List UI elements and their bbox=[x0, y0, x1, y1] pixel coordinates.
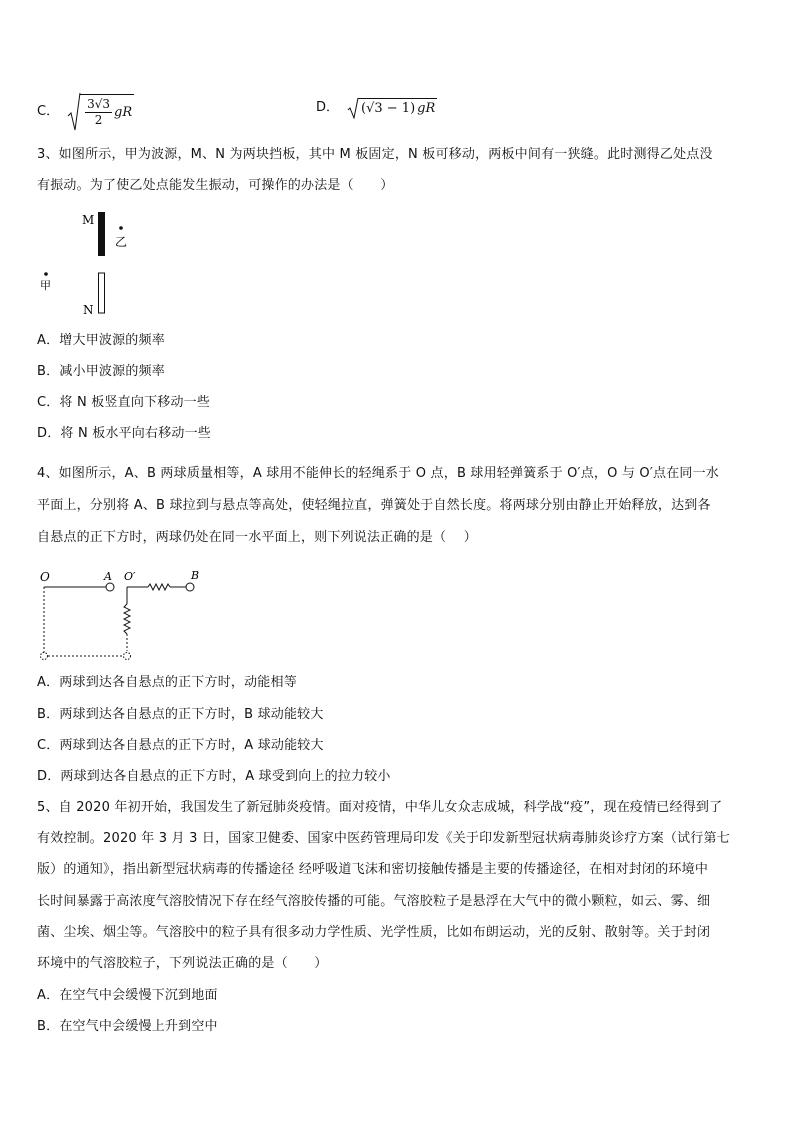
q2-option-d-formula bbox=[347, 97, 437, 119]
q2-option-c-gr: gR bbox=[114, 104, 133, 120]
q3-label-jia: 甲 bbox=[40, 279, 51, 292]
q3-option-b: B．减小甲波源的频率 bbox=[37, 364, 165, 379]
q3-stem-line-2: 有振动。为了使乙处点能发生振动，可操作的办法是（ ） bbox=[37, 178, 394, 193]
q2-option-d bbox=[316, 97, 437, 119]
q3-option-a: A．增大甲波源的频率 bbox=[37, 333, 165, 348]
q2-option-d-inner: (√3 − 1) bbox=[361, 101, 416, 116]
q2-option-c bbox=[37, 92, 134, 132]
q4-figure bbox=[36, 566, 216, 666]
ball-b-bottom bbox=[124, 653, 131, 660]
q5-option-a: A．在空气中会缓慢下沉到地面 bbox=[37, 988, 218, 1003]
q2-option-c-numerator: 3√3 bbox=[87, 97, 110, 111]
spring-b bbox=[148, 584, 170, 590]
q4-stem-line-3: 自悬点的正下方时，两球仍处在同一水平面上，则下列说法正确的是（ ） bbox=[37, 530, 477, 545]
q3-label-n: N bbox=[83, 303, 94, 317]
q4-label-a: A bbox=[104, 570, 112, 583]
q3-option-c: C．将 N 板竖直向下移动一些 bbox=[37, 395, 211, 410]
ball-a bbox=[106, 583, 114, 591]
plate-n bbox=[99, 273, 105, 313]
q4-option-b: B．两球到达各自悬点的正下方时，B 球动能较大 bbox=[37, 707, 324, 722]
q4-option-c: C．两球到达各自悬点的正下方时，A 球动能较大 bbox=[37, 738, 324, 753]
q4-label-o-prime: O′ bbox=[124, 570, 136, 583]
q5-stem-line-3: 版）的通知》，指出新型冠状病毒的传播途径 经呼吸道飞沫和密切接触传播是主要的传播途径，在相对封闭的环境中 bbox=[37, 862, 709, 877]
q4-stem-line-2: 平面上，分别将 A、B 球拉到与悬点等高处，使轻绳拉直，弹簧处于自然长度。将两球分别由静止开始释放，达到各 bbox=[37, 498, 711, 513]
q2-option-c-denominator: 2 bbox=[94, 113, 103, 127]
spring-vertical bbox=[124, 604, 130, 634]
q3-label-m: M bbox=[82, 213, 95, 227]
q4-label-b: B bbox=[191, 569, 200, 582]
q4-option-a: A．两球到达各自悬点的正下方时，动能相等 bbox=[37, 675, 297, 690]
q2-option-c-formula bbox=[67, 92, 134, 132]
q4-stem-line-1: 4、如图所示，A、B 两球质量相等，A 球用不能伸长的轻绳系于 O 点，B 球用轻弹簧系于 O′点，O 与 O′点在同一水 bbox=[37, 466, 719, 481]
point-jia-dot bbox=[44, 272, 48, 276]
q3-label-yi: 乙 bbox=[115, 235, 128, 249]
q5-option-b: B．在空气中会缓慢上升到空中 bbox=[37, 1019, 218, 1034]
ball-b bbox=[186, 583, 194, 591]
q5-stem-line-2: 有效控制。2020 年 3 月 3 日，国家卫健委、国家中医药管理局印发《关于印发新型冠状病毒肺炎诊疗方案（试行第七 bbox=[37, 831, 730, 846]
q3-option-d: D．将 N 板水平向右移动一些 bbox=[37, 426, 211, 441]
q5-stem-line-1: 5、自 2020 年初开始，我国发生了新冠肺炎疫情。面对疫情，中华儿女众志成城，科学战“疫”，现在疫情已经得到了 bbox=[37, 800, 723, 815]
q5-stem-line-5: 菌、尘埃、烟尘等。气溶胶中的粒子具有很多动力学性质、光学性质，比如布朗运动，光的反射、散射等。关于封闭 bbox=[37, 925, 711, 940]
radical-sign-icon bbox=[67, 92, 81, 132]
q4-label-o: O bbox=[40, 570, 50, 584]
q3-stem-line-1: 3、如图所示，甲为波源，M、N 为两块挡板，其中 M 板固定，N 板可移动，两板中间有一狭缝。此时测得乙处点没 bbox=[37, 147, 713, 162]
q4-option-d: D．两球到达各自悬点的正下方时，A 球受到向上的拉力较小 bbox=[37, 769, 391, 784]
q2-option-d-gr: gR bbox=[417, 101, 436, 116]
q5-stem-line-6: 环境中的气溶胶粒子，下列说法正确的是（ ） bbox=[37, 956, 328, 971]
q5-stem-line-4: 长时间暴露于高浓度气溶胶情况下存在经气溶胶传播的可能。气溶胶粒子是悬浮在大气中的微小颗粒，如云、雾、细 bbox=[37, 894, 711, 909]
q3-figure bbox=[36, 206, 146, 321]
ball-a-bottom bbox=[41, 653, 48, 660]
q2-option-c-label: C． bbox=[37, 104, 60, 119]
point-yi-dot bbox=[119, 226, 123, 230]
q2-option-d-label: D． bbox=[316, 100, 340, 115]
plate-m bbox=[98, 212, 105, 256]
